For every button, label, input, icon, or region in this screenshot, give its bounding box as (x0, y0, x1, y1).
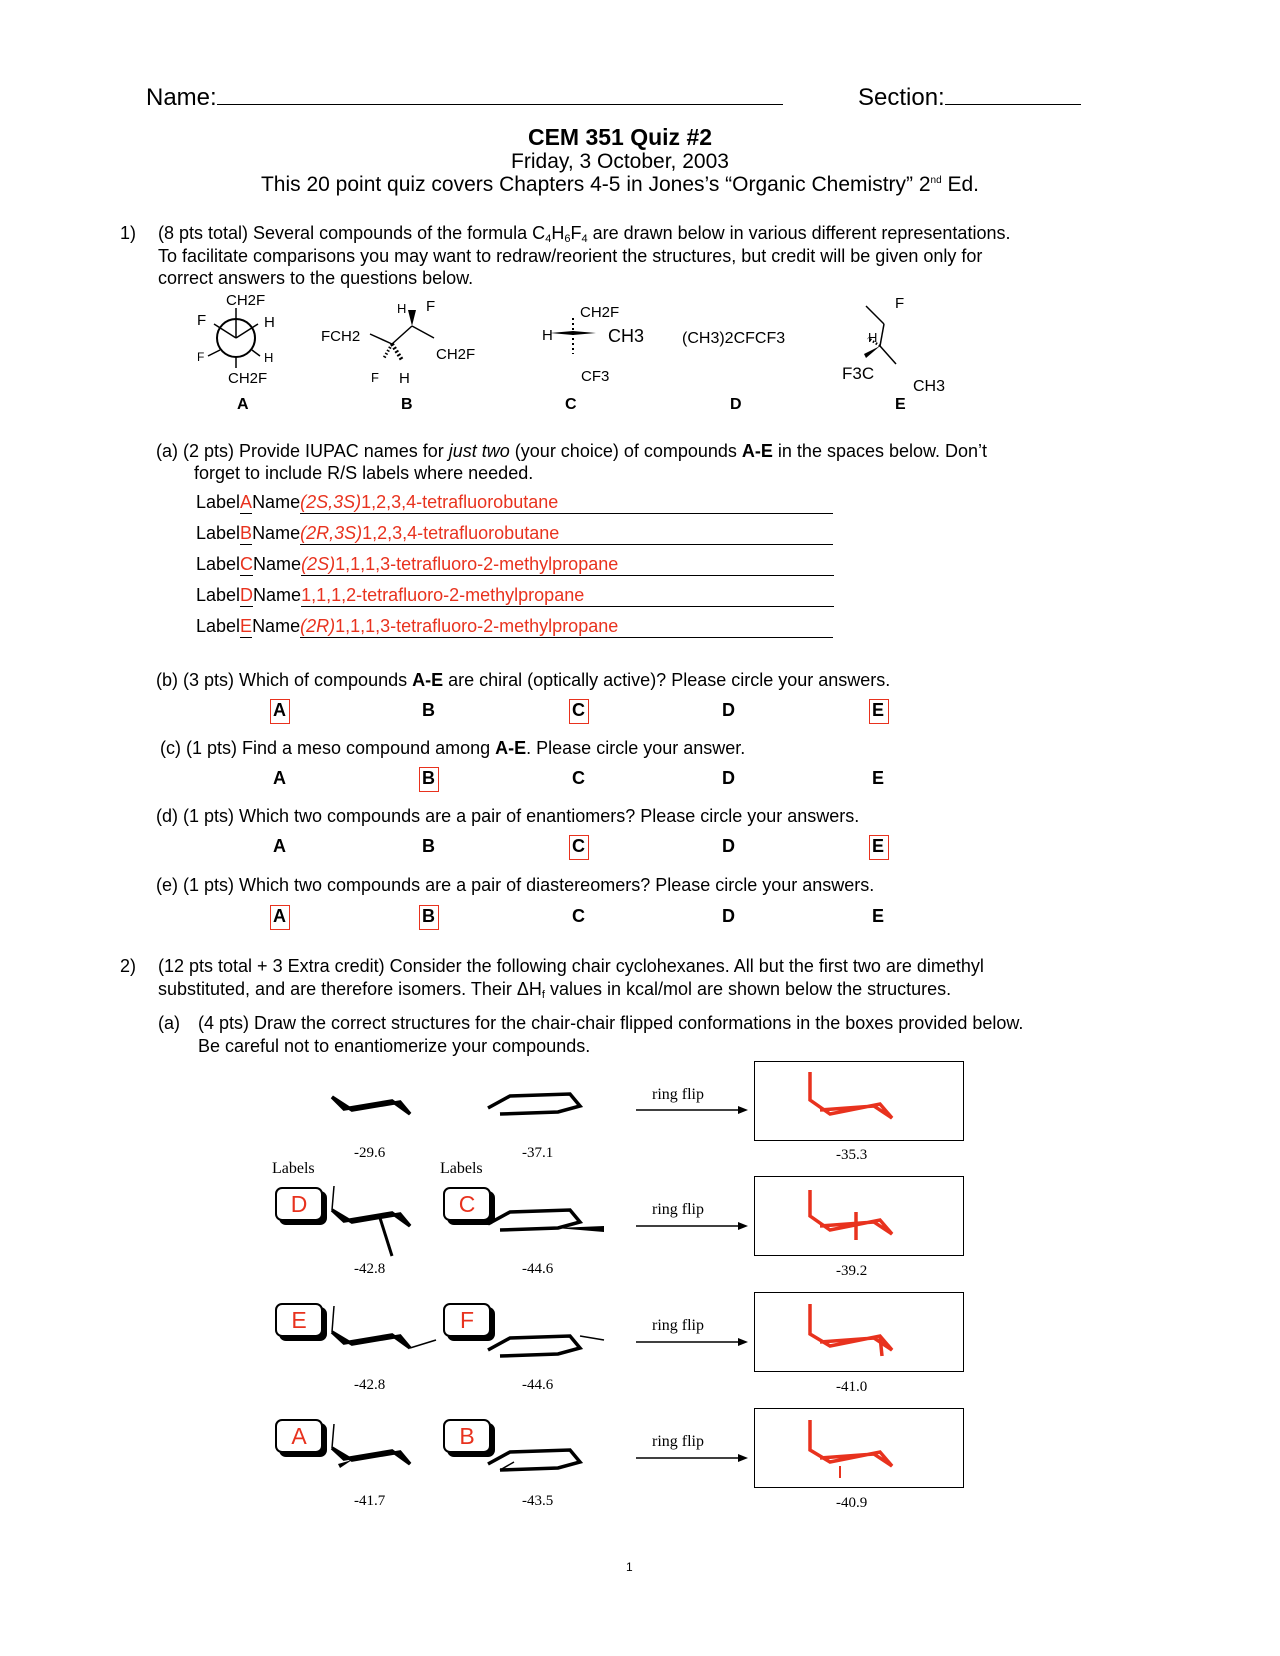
chair-cyclohexane (332, 1097, 410, 1114)
label-word: Label (196, 616, 241, 636)
row-label: B (240, 523, 253, 543)
q2a-line1: (4 pts) Draw the correct structures for the chair-chair flipped conformations in the boxes provided below. (198, 1013, 1024, 1033)
compound-label-d: D (730, 396, 742, 413)
compound-label-c: C (565, 396, 577, 413)
q1c-post: . Please circle your answer. (526, 738, 746, 758)
choice-d-a[interactable]: A (273, 836, 286, 856)
choice-b-e[interactable]: E (872, 700, 885, 720)
q2-number: 2) (120, 956, 137, 976)
row-label: C (240, 554, 254, 574)
choice-e-a[interactable]: A (273, 906, 286, 926)
dh-value-r2-box: -39.2 (836, 1263, 868, 1279)
dh-value-r3-left: -42.8 (354, 1377, 386, 1393)
a-f1: F (197, 312, 207, 329)
choice-c-b[interactable]: B (422, 768, 435, 788)
name-label-text: Name: (146, 84, 217, 111)
compound-label-a: A (237, 396, 249, 413)
dh-value-r4-mid: -43.5 (522, 1493, 554, 1509)
choice-b-d[interactable]: D (722, 700, 735, 720)
q1a-em: just two (448, 441, 510, 461)
flip-answer-box-4[interactable] (754, 1408, 964, 1488)
dh-value-r4-left: -41.7 (354, 1493, 386, 1509)
row-name: 1,1,1,3-tetrafluoro-2-methylpropane (335, 616, 619, 636)
labels-heading-mid: Labels (440, 1160, 483, 1177)
answer-label-a: A (275, 1419, 323, 1453)
choice-e-e[interactable]: E (872, 906, 885, 926)
dh-value-r1-mid: -37.1 (522, 1145, 554, 1161)
name-word: Name (252, 492, 301, 512)
q1a-mid: (your choice) of compounds (509, 441, 742, 461)
row-name: 1,2,3,4-tetrafluorobutane (362, 523, 560, 543)
q1c-pre: (c) (1 pts) Find a meso compound among (160, 738, 496, 758)
row-label: D (240, 585, 254, 605)
a-bottom: CH2F (228, 370, 268, 387)
answer-label-b: B (443, 1419, 491, 1453)
dh-value-r1-left: -29.6 (354, 1145, 386, 1161)
choice-e-d[interactable]: D (722, 906, 735, 926)
label-word: Label (196, 585, 241, 605)
choice-d-e[interactable]: E (872, 836, 885, 856)
formula-f: F (570, 223, 582, 243)
answer-label-e: E (275, 1303, 323, 1337)
choice-c-a[interactable]: A (273, 768, 286, 788)
e-right: CH3 (913, 378, 946, 395)
q1e-text: (e) (1 pts) Which two compounds are a pair of diastereomers? Please circle your answers. (156, 875, 875, 895)
q1d-text: (d) (1 pts) Which two compounds are a pair of enantiomers? Please circle your answers. (156, 806, 860, 826)
choice-d-b[interactable]: B (422, 836, 435, 856)
answer-label-d: D (275, 1187, 323, 1221)
flip-answer-box-3[interactable] (754, 1292, 964, 1372)
section-label-text: Section: (858, 84, 945, 111)
page-number: 1 (626, 1560, 633, 1574)
dh-value-r2-left: -42.8 (354, 1261, 386, 1277)
e-left: F3C (842, 364, 875, 383)
choice-b-b[interactable]: B (422, 700, 435, 720)
coverage-text: This 20 point quiz covers Chapters 4-5 in Jones’s “Organic Chemistry” 2 (260, 173, 931, 196)
q1-line1-pre: (8 pts total) Several compounds of the formula C (158, 223, 546, 243)
choice-b-c[interactable]: C (572, 700, 585, 720)
q1b-pre: (b) (3 pts) Which of compounds (156, 670, 413, 690)
c-right: CH3 (608, 326, 645, 346)
row-name: 1,1,1,2-tetrafluoro-2-methylpropane (301, 585, 585, 605)
row-stereo: (2R,3S) (300, 523, 363, 543)
b-left: FCH2 (321, 328, 361, 345)
ring-flip-label-4: ring flip (652, 1433, 704, 1450)
row-label: E (240, 616, 253, 636)
q1a-post: in the spaces below. Don’t (772, 441, 988, 461)
d-formula: (CH3)2CFCF3 (682, 330, 786, 347)
row-stereo: (2S,3S) (300, 492, 362, 512)
ring-flip-label-3: ring flip (652, 1317, 704, 1334)
q2a-line2: Be careful not to enantiomerize your compounds. (198, 1036, 591, 1056)
b-right: CH2F (436, 346, 476, 363)
ring-flip-label-2: ring flip (652, 1201, 704, 1218)
choice-e-c[interactable]: C (572, 906, 585, 926)
q2a-tag: (a) (158, 1013, 180, 1033)
name-word: Name (253, 585, 302, 605)
coverage-end: Ed. (941, 173, 980, 196)
c-bottom: CF3 (581, 368, 610, 385)
choice-c-d[interactable]: D (722, 768, 735, 788)
formula-sub-h: 6 (564, 233, 571, 245)
q1c-bold: A-E (495, 738, 527, 758)
compound-label-e: E (895, 396, 906, 413)
page-title: CEM 351 Quiz #2 (527, 124, 713, 150)
q1a-pre: (a) (2 pts) Provide IUPAC names for (156, 441, 449, 461)
flip-answer-box-1[interactable] (754, 1061, 964, 1141)
q1-number: 1) (120, 223, 137, 243)
e-f: F (895, 295, 905, 312)
name-word: Name (252, 616, 301, 636)
a-h1: H (264, 314, 275, 331)
choice-d-d[interactable]: D (722, 836, 735, 856)
q1-line3: correct answers to the questions below. (158, 268, 474, 288)
flip-answer-box-2[interactable] (754, 1176, 964, 1256)
answer-label-f: F (443, 1303, 491, 1337)
label-word: Label (196, 523, 241, 543)
choice-b-a[interactable]: A (273, 700, 286, 720)
b-f: F (426, 298, 436, 315)
ring-flip-label-1: ring flip (652, 1086, 704, 1103)
choice-e-b[interactable]: B (422, 906, 435, 926)
q2-line2-pre: substituted, and are therefore isomers. Their ΔH (158, 979, 542, 999)
q1b-post: are chiral (optically active)? Please circle your answers. (443, 670, 891, 690)
choice-c-e[interactable]: E (872, 768, 885, 788)
choice-c-c[interactable]: C (572, 768, 585, 788)
q1a-bold: A-E (741, 441, 773, 461)
e-h: H (868, 330, 878, 345)
row-label: A (240, 492, 253, 512)
coverage-sup: nd (930, 175, 942, 186)
row-name: 1,1,1,3-tetrafluoro-2-methylpropane (335, 554, 619, 574)
a-f2: F (197, 350, 205, 364)
c-h: H (542, 327, 553, 344)
b-f2: F (371, 370, 379, 385)
a-top: CH2F (226, 292, 266, 309)
label-word: Label (196, 492, 241, 512)
label-word: Label (196, 554, 241, 574)
dh-value-r4-box: -40.9 (836, 1495, 868, 1511)
a-h2: H (264, 350, 274, 365)
c-top: CH2F (580, 304, 620, 321)
compound-label-b: B (401, 396, 413, 413)
q1b-bold: A-E (412, 670, 444, 690)
row-name: 1,2,3,4-tetrafluorobutane (361, 492, 559, 512)
b-h2: H (399, 370, 410, 387)
formula-sub-c: 4 (545, 233, 552, 245)
q2-line2-post: values in kcal/mol are shown below the structures. (544, 979, 952, 999)
formula-h: H (551, 223, 565, 243)
labels-heading-left: Labels (272, 1160, 315, 1177)
q1-line1-post: are drawn below in various different representations. (587, 223, 1011, 243)
quiz-date: Friday, 3 October, 2003 (511, 150, 729, 173)
formula-sub-f: 4 (581, 233, 588, 245)
choice-d-c[interactable]: C (572, 836, 585, 856)
q2-line2-sub: f (541, 989, 545, 1001)
dh-value-r1-box: -35.3 (836, 1147, 868, 1163)
answer-label-c: C (443, 1187, 491, 1221)
row-stereo: (2S) (301, 554, 336, 574)
q1-line2: To facilitate comparisons you may want to redraw/reorient the structures, but credit will be given only for (158, 246, 983, 266)
q1a-line2: forget to include R/S labels where needed. (194, 463, 534, 483)
name-word: Name (252, 523, 301, 543)
name-word: Name (253, 554, 302, 574)
b-h: H (397, 301, 407, 316)
dh-value-r3-mid: -44.6 (522, 1377, 554, 1393)
dh-value-r3-box: -41.0 (836, 1379, 868, 1395)
row-stereo: (2R) (300, 616, 336, 636)
q2-line1: (12 pts total + 3 Extra credit) Consider the following chair cyclohexanes. All but the first two are dimethyl (158, 956, 984, 976)
dh-value-r2-mid: -44.6 (522, 1261, 554, 1277)
